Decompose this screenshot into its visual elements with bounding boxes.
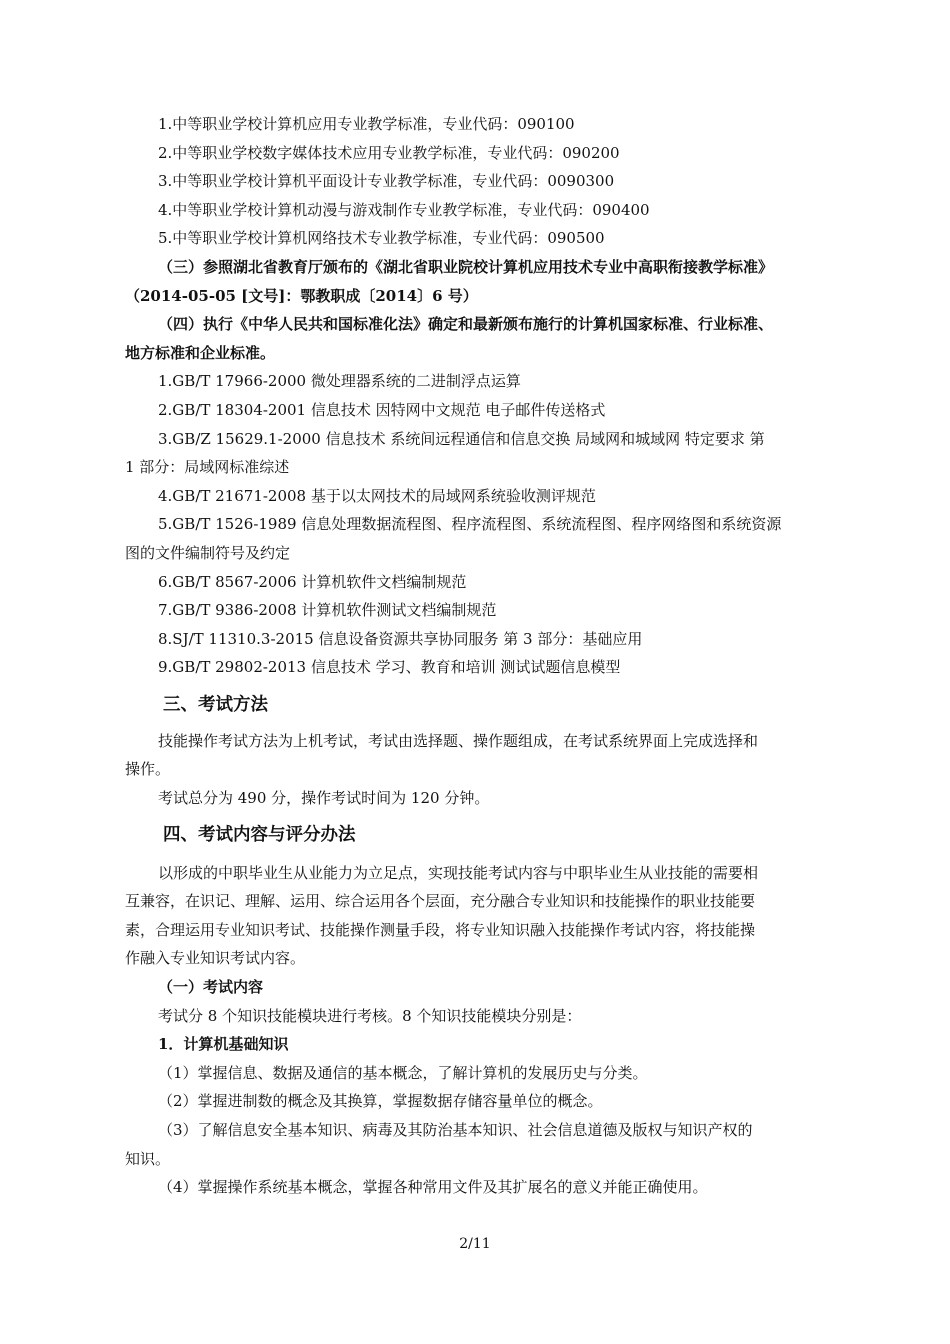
standard-item: 3.中等职业学校计算机平面设计专业教学标准，专业代码：0090300 (158, 172, 615, 191)
standard-item: 5.中等职业学校计算机网络技术专业教学标准，专业代码：090500 (158, 229, 605, 248)
section-4-heading: 四、考试内容与评分办法 (163, 824, 356, 845)
gb-standard-item: 9.GB/T 29802-2013 信息技术 学习、教育和培训 测试试题信息模型 (158, 658, 621, 677)
section-3-paragraph-line: 技能操作考试方法为上机考试，考试由选择题、操作题组成，在考试系统界面上完成选择和 (158, 731, 759, 750)
section-4-paragraph-line: 素，合理运用专业知识考试、技能操作测量手段，将专业知识融入技能操作考试内容，将技能操 (125, 920, 756, 939)
module-1-item: （3）了解信息安全基本知识、病毒及其防治基本知识、社会信息道德及版权与知识产权的 (158, 1121, 753, 1139)
subsection-1-paragraph: 考试分 8 个知识技能模块进行考核。8 个知识技能模块分别是： (158, 1006, 582, 1025)
section-4-paragraph-line: 作融入专业知识考试内容。 (125, 949, 306, 968)
standard-item: 1.中等职业学校计算机应用专业教学标准，专业代码：090100 (158, 115, 575, 133)
section-4-paragraph-line: 以形成的中职毕业生从业能力为立足点，实现技能考试内容与中职毕业生从业技能的需要相 (158, 863, 759, 882)
module-1-heading: 1．计算机基础知识 (158, 1035, 289, 1054)
gb-standard-item: 8.SJ/T 11310.3-2015 信息设备资源共享协同服务 第 3 部分：基础应用 (158, 629, 643, 648)
reference-4-line-1: （四）执行《中华人民共和国标准化法》确定和最新颁布施行的计算机国家标准、行业标准、 (158, 315, 774, 334)
reference-3-line-1: （三）参照湖北省教育厅颁布的《湖北省职业院校计算机应用技术专业中高职衔接教学标准》 (158, 257, 774, 276)
page-number: 2/11 (459, 1236, 491, 1252)
gb-standard-item: 7.GB/T 9386-2008 计算机软件测试文档编制规范 (158, 601, 497, 620)
gb-standard-item: 2.GB/T 18304-2001 信息技术 因特网中文规范 电子邮件传送格式 (158, 400, 606, 419)
section-3-paragraph: 考试总分为 490 分，操作考试时间为 120 分钟。 (158, 789, 490, 808)
gb-standard-item: 1.GB/T 17966-2000 微处理器系统的二进制浮点运算 (158, 372, 521, 391)
gb-standard-item-continued: 1 部分：局域网标准综述 (125, 458, 290, 477)
subsection-1-heading: （一）考试内容 (158, 978, 264, 997)
module-1-item-continued: 知识。 (125, 1149, 171, 1168)
module-1-item: （2）掌握进制数的概念及其换算，掌握数据存储容量单位的概念。 (158, 1092, 603, 1111)
gb-standard-item: 5.GB/T 1526-1989 信息处理数据流程图、程序流程图、系统流程图、程序网络图和系统资源 (158, 515, 782, 534)
section-3-heading: 三、考试方法 (163, 694, 268, 715)
document-page (125, 110, 827, 1202)
gb-standard-item-continued: 图的文件编制符号及约定 (125, 543, 291, 562)
standard-item: 4.中等职业学校计算机动漫与游戏制作专业教学标准，专业代码：090400 (158, 200, 650, 219)
section-3-paragraph-line: 操作。 (125, 760, 171, 779)
reference-3-line-2: （2014-05-05 [文号]：鄂教职成〔2014〕6 号） (125, 286, 478, 305)
module-1-item: （4）掌握操作系统基本概念，掌握各种常用文件及其扩展名的意义并能正确使用。 (158, 1178, 708, 1197)
standard-item: 2.中等职业学校数字媒体技术应用专业教学标准，专业代码：090200 (158, 143, 620, 162)
section-4-paragraph-line: 互兼容，在识记、理解、运用、综合运用各个层面，充分融合专业知识和技能操作的职业技能要 (125, 892, 756, 911)
gb-standard-item: 6.GB/T 8567-2006 计算机软件文档编制规范 (158, 572, 467, 591)
gb-standard-item: 4.GB/T 21671-2008 基于以太网技术的局域网系统验收测评规范 (158, 486, 596, 505)
reference-4-line-2: 地方标准和企业标准。 (125, 343, 276, 362)
gb-standard-item: 3.GB/Z 15629.1-2000 信息技术 系统间远程通信和信息交换 局域网和城域网 特定要求 第 (158, 429, 765, 448)
module-1-item: （1）掌握信息、数据及通信的基本概念，了解计算机的发展历史与分类。 (158, 1063, 648, 1082)
